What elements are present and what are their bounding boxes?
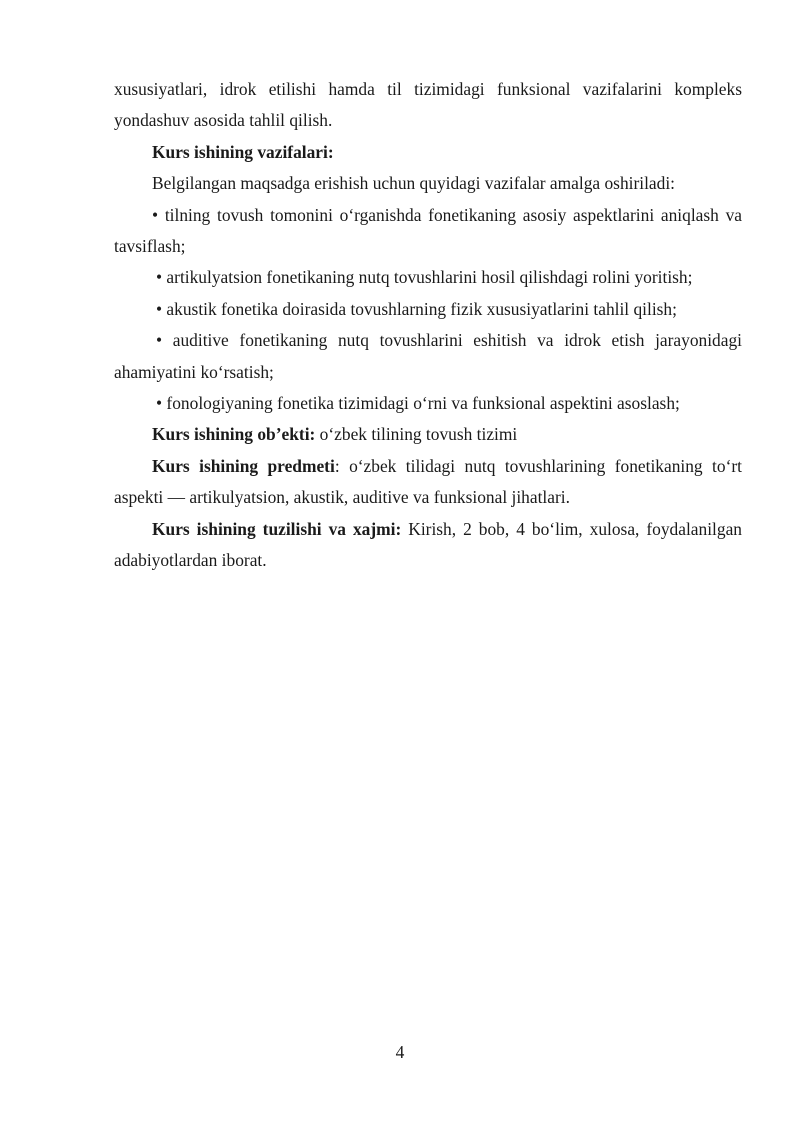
task-item: • tilning tovush tomonini o‘rganishda fonetikaning asosiy aspektlarini aniqlash va tavsiflash; <box>114 204 742 257</box>
tasks-heading-paragraph <box>114 137 742 168</box>
task-item: • akustik fonetika doirasida tovushlarning fizik xususiyatlarini tahlil qilish; <box>156 298 677 319</box>
subject-paragraph <box>114 451 742 514</box>
subject-label: Kurs ishining predmeti <box>152 455 335 476</box>
object-paragraph <box>114 419 742 450</box>
structure-text: Kirish, 2 bob, 4 bo‘lim, xulosa, foydalanilgan adabiyotlardan iborat. <box>114 518 742 571</box>
tasks-heading: Kurs ishining vazifalari: <box>152 141 334 162</box>
structure-paragraph <box>114 514 742 577</box>
subject-text: : o‘zbek tilidagi nutq tovushlarining fonetikaning to‘rt aspekti — artikulyatsion, akustik, auditive va funksional jihatlari. <box>114 455 742 508</box>
object-text: o‘zbek tilining tovush tizimi <box>315 424 518 445</box>
object-label: Kurs ishining ob’ekti: <box>152 424 316 445</box>
tasks-intro-paragraph: Belgilangan maqsadga erishish uchun quyidagi vazifalar amalga oshiriladi: <box>152 173 676 194</box>
task-item: • auditive fonetikaning nutq tovushlarini eshitish va idrok etish jarayonidagi ahamiyatini ko‘rsatish; <box>114 330 742 382</box>
structure-label: Kurs ishining tuzilishi va xajmi: <box>152 518 402 539</box>
intro-continuation-paragraph: xususiyatlari, idrok etilishi hamda til tizimidagi funksional vazifalarini kompleks yondashuv asosida tahlil qilish. <box>114 79 742 131</box>
page-body <box>114 74 742 577</box>
page-number: 4 <box>395 1042 405 1062</box>
task-item: • artikulyatsion fonetikaning nutq tovushlarini hosil qilishdagi rolini yoritish; <box>156 267 693 288</box>
task-item: • fonologiyaning fonetika tizimidagi o‘rni va funksional aspektini asoslash; <box>156 393 680 414</box>
